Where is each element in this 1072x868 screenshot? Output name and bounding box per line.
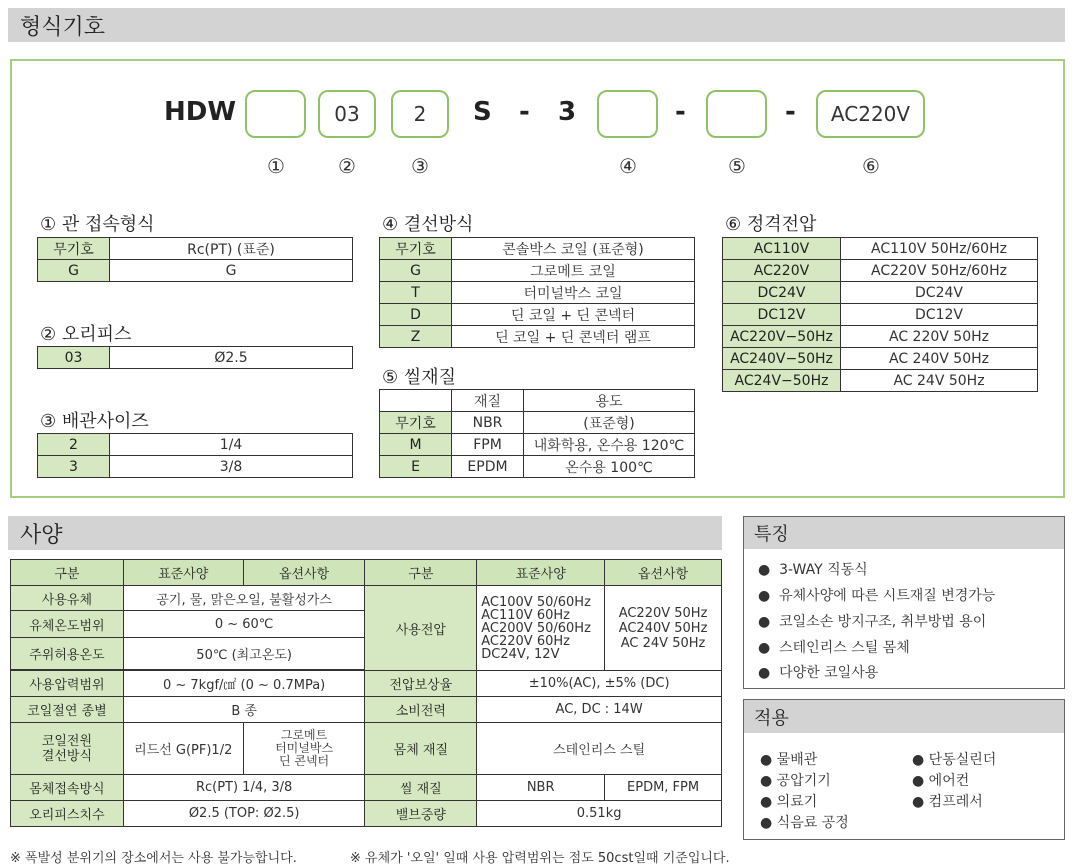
feature-item: [758, 559, 868, 579]
cell-code: E: [380, 456, 452, 478]
value-wiring-option: [243, 723, 365, 775]
features-title: 특징: [754, 524, 789, 545]
head-option-right: 옵션사항: [605, 560, 722, 586]
cell-code: D: [380, 304, 452, 326]
cell-head-usage: 용도: [524, 390, 695, 412]
table-row: [380, 260, 695, 282]
label-wiring: [11, 723, 124, 775]
table-seal: [379, 389, 695, 478]
label-body-connection: 몸체접속방식: [11, 775, 124, 801]
voltage-line: AC220V 50Hz: [618, 605, 708, 621]
cell-usage: 온수용 100℃: [524, 456, 695, 478]
applications-header: [744, 700, 1064, 733]
option-line: 터미널박스: [275, 741, 334, 755]
cell-material: NBR: [452, 412, 524, 434]
voltage-line: AC200V 50/60Hz: [481, 620, 591, 636]
feature-item: [758, 662, 878, 682]
value-fluid: 공기, 물, 맑은오일, 불활성가스: [123, 586, 365, 611]
cell-desc: DC12V: [841, 304, 1038, 326]
cell-usage: (표준형): [524, 412, 695, 434]
cell-desc: AC 240V 50Hz: [841, 348, 1038, 370]
cell-code: 무기호: [380, 412, 452, 434]
head-category-left: 구분: [11, 560, 124, 586]
value-seal-option: EPDM, FPM: [605, 775, 722, 801]
cell-desc: 그로메트 코일: [452, 260, 695, 282]
feature-item: [758, 611, 986, 631]
option-box-voltage: AC220V: [816, 90, 925, 138]
label-power: 소비전력: [365, 697, 477, 723]
label-voltage: 사용전압: [365, 586, 477, 671]
cell-desc: Rc(PT) (표준): [110, 238, 353, 260]
model-letter-s: S: [473, 97, 492, 127]
cell-code: AC240V−50Hz: [723, 348, 841, 370]
value-insulation: B 종: [123, 697, 365, 723]
bullet-icon: ●: [760, 752, 777, 768]
label-seal-material: 씰 재질: [365, 775, 477, 801]
cell-material: FPM: [452, 434, 524, 456]
head-category-right: 구분: [365, 560, 477, 586]
application-item: [912, 749, 996, 769]
section-title: 형식기호: [20, 14, 106, 40]
bullet-icon: ●: [760, 773, 777, 789]
table-row: [723, 282, 1038, 304]
value-voltage-option: [605, 586, 722, 671]
table-connection: [37, 237, 353, 282]
feature-text: 코일소손 방지구조, 취부방법 용이: [779, 614, 987, 630]
table-row: [380, 238, 695, 260]
option-box-connection: [245, 90, 306, 138]
application-item: [912, 770, 969, 790]
cell-code: 무기호: [380, 238, 452, 260]
bullet-icon: ●: [760, 794, 777, 810]
bullet-icon: ●: [912, 794, 929, 810]
value-fluid-temp: 0 ~ 60℃: [123, 611, 365, 638]
label-voltage-comp: 전압보상율: [365, 671, 477, 697]
feature-item: [758, 637, 910, 657]
cell-desc: AC220V 50Hz/60Hz: [841, 260, 1038, 282]
feature-text: 다양한 코일사용: [779, 665, 879, 681]
value-body-material: 스테인리스 스틸: [477, 723, 722, 775]
application-item: [760, 791, 817, 811]
cell-code: AC220V−50Hz: [723, 326, 841, 348]
application-item: [912, 791, 983, 811]
table-title-connection: ① 관 접속형식: [40, 214, 155, 235]
application-text: 공압기기: [776, 773, 831, 789]
bullet-icon: ●: [758, 588, 780, 604]
label-line: 결선방식: [41, 748, 93, 764]
section-header-model-code: [8, 8, 1065, 42]
model-dash-2: -: [675, 97, 686, 127]
table-pipe-size: [37, 433, 353, 478]
table-title-pipe-size: ③ 배관사이즈: [40, 411, 149, 432]
table-row: [380, 434, 695, 456]
bullet-icon: ●: [758, 665, 780, 681]
cell-desc: AC 24V 50Hz: [841, 370, 1038, 392]
option-line: 딘 콘넥터: [278, 754, 330, 768]
model-dash-3: -: [785, 97, 796, 127]
application-item: [760, 749, 817, 769]
spec-row: [11, 671, 722, 697]
option-box-wiring: [597, 90, 658, 138]
table-row: [723, 304, 1038, 326]
voltage-line: AC110V 60Hz: [481, 607, 570, 623]
cell-code: M: [380, 434, 452, 456]
section-title: 사양: [20, 522, 63, 548]
spec-row: [11, 723, 722, 775]
application-item: [760, 770, 831, 790]
marker-6: ⑥: [862, 154, 880, 178]
application-text: 의료기: [776, 794, 818, 810]
application-text: 에어컨: [928, 773, 970, 789]
voltage-line: AC220V 60Hz: [481, 633, 570, 649]
voltage-line: AC240V 50Hz: [618, 620, 708, 636]
cell-usage: 내화학용, 온수용 120℃: [524, 434, 695, 456]
cell-desc: DC24V: [841, 282, 1038, 304]
cell-code: DC12V: [723, 304, 841, 326]
model-prefix: HDW: [164, 97, 237, 127]
value-orifice-size: Ø2.5 (TOP: Ø2.5): [123, 801, 365, 827]
table-row: [38, 347, 353, 369]
table-orifice: [37, 346, 353, 369]
table-row: [723, 370, 1038, 392]
table-row: [38, 456, 353, 478]
bullet-icon: ●: [912, 773, 929, 789]
cell-code: T: [380, 282, 452, 304]
cell-desc: 딘 코일 + 딘 콘넥터: [452, 304, 695, 326]
label-fluid: 사용유체: [11, 586, 124, 611]
model-digit-3: 3: [558, 97, 577, 127]
feature-text: 스테인리스 스틸 몸체: [779, 640, 910, 656]
application-text: 물배관: [776, 752, 818, 768]
option-box-pipe-size: 2: [391, 90, 449, 138]
marker-1: ①: [267, 154, 285, 178]
bullet-icon: ●: [758, 640, 780, 656]
cell-desc: 콘솔박스 코일 (표준형): [452, 238, 695, 260]
cell-desc: G: [110, 260, 353, 282]
table-header-row: [380, 390, 695, 412]
label-insulation: 코일절연 종별: [11, 697, 124, 723]
feature-text: 유체사양에 따른 시트재질 변경가능: [779, 588, 996, 604]
table-row: [723, 326, 1038, 348]
table-row: [380, 326, 695, 348]
label-ambient-temp: 주위허용온도: [11, 638, 124, 670]
application-text: 컴프레서: [928, 794, 983, 810]
table-voltage: [722, 237, 1038, 392]
table-row: [723, 238, 1038, 260]
label-weight: 밸브중량: [365, 801, 477, 827]
cell-desc: AC 220V 50Hz: [841, 326, 1038, 348]
table-row: [38, 238, 353, 260]
footnote-explosive: ※ 폭발성 분위기의 장소에서는 사용 불가능합니다.: [10, 851, 297, 866]
value-seal-standard: NBR: [477, 775, 605, 801]
label-pressure: 사용압력범위: [11, 671, 124, 697]
table-row: [723, 348, 1038, 370]
table-title-wiring: ④ 결선방식: [382, 214, 474, 235]
table-row: [380, 304, 695, 326]
cell-desc: 1/4: [110, 434, 353, 456]
spec-row: [11, 801, 722, 827]
cell-code: G: [380, 260, 452, 282]
value-weight: 0.51kg: [477, 801, 722, 827]
feature-text: 3-WAY 직동식: [779, 562, 868, 578]
value-voltage-comp: ±10%(AC), ±5% (DC): [477, 671, 722, 697]
cell-code: DC24V: [723, 282, 841, 304]
voltage-line: AC 24V 50Hz: [620, 635, 706, 651]
value-ambient-temp: 50℃ (최고온도): [123, 638, 365, 670]
cell-code: 무기호: [38, 238, 110, 260]
application-text: 식음료 공정: [776, 815, 849, 831]
application-item: [760, 812, 849, 832]
label-orifice-size: 오리피스치수: [11, 801, 124, 827]
marker-5: ⑤: [728, 154, 746, 178]
section-header-specs: [8, 516, 722, 550]
model-dash-1: -: [519, 97, 530, 127]
option-box-orifice: 03: [318, 90, 376, 138]
head-option-left: 옵션사항: [243, 560, 365, 586]
cell-code: AC24V−50Hz: [723, 370, 841, 392]
table-row: [38, 434, 353, 456]
cell-head-material: 재질: [452, 390, 524, 412]
table-row: [380, 412, 695, 434]
application-text: 단동실린더: [928, 752, 997, 768]
applications-title: 적용: [754, 707, 789, 729]
label-fluid-temp: 유체온도범위: [11, 611, 124, 638]
label-line: 코일전원: [41, 733, 93, 749]
spec-table: [10, 559, 722, 827]
cell-material: EPDM: [452, 456, 524, 478]
marker-4: ④: [619, 154, 637, 178]
bullet-icon: ●: [912, 752, 929, 768]
marker-3: ③: [411, 154, 429, 178]
table-row: [38, 260, 353, 282]
spec-row: [11, 586, 722, 611]
voltage-line: DC24V, 12V: [481, 646, 560, 662]
option-line: 그로메트: [280, 728, 328, 742]
table-title-voltage: ⑥ 정격전압: [725, 214, 817, 235]
head-standard-left: 표준사양: [123, 560, 243, 586]
features-header: [744, 517, 1064, 549]
table-wiring: [379, 237, 695, 348]
cell-empty: [380, 390, 452, 412]
value-power: AC, DC : 14W: [477, 697, 722, 723]
cell-code: 03: [38, 347, 110, 369]
voltage-line: AC100V 50/60Hz: [481, 594, 591, 610]
value-pressure: 0 ~ 7kgf/㎠ (0 ~ 0.7MPa): [123, 671, 365, 697]
feature-item: [758, 585, 995, 605]
spec-header-row: [11, 560, 722, 586]
value-voltage-standard: [477, 586, 605, 671]
value-wiring-standard: 리드선 G(PF)1/2: [123, 723, 243, 775]
bullet-icon: ●: [758, 562, 780, 578]
spec-row: [11, 775, 722, 801]
cell-desc: 3/8: [110, 456, 353, 478]
cell-code: 2: [38, 434, 110, 456]
table-title-orifice: ② 오리피스: [40, 324, 132, 345]
cell-desc: 딘 코일 + 딘 콘넥터 램프: [452, 326, 695, 348]
bullet-icon: ●: [758, 614, 780, 630]
label-body-material: 몸체 재질: [365, 723, 477, 775]
cell-code: G: [38, 260, 110, 282]
value-body-connection: Rc(PT) 1/4, 3/8: [123, 775, 365, 801]
table-title-seal: ⑤ 씰재질: [382, 367, 457, 388]
cell-code: AC220V: [723, 260, 841, 282]
footnote-oil: ※ 유체가 '오일' 일때 사용 압력범위는 점도 50cst일때 기준입니다.: [350, 851, 730, 866]
cell-desc: 터미널박스 코일: [452, 282, 695, 304]
table-row: [723, 260, 1038, 282]
head-standard-right: 표준사양: [477, 560, 605, 586]
cell-code: 3: [38, 456, 110, 478]
cell-code: AC110V: [723, 238, 841, 260]
option-box-seal: [706, 90, 767, 138]
cell-desc: Ø2.5: [110, 347, 353, 369]
bullet-icon: ●: [760, 815, 777, 831]
table-row: [380, 456, 695, 478]
table-row: [380, 282, 695, 304]
cell-code: Z: [380, 326, 452, 348]
marker-2: ②: [338, 154, 356, 178]
cell-desc: AC110V 50Hz/60Hz: [841, 238, 1038, 260]
spec-row: [11, 697, 722, 723]
